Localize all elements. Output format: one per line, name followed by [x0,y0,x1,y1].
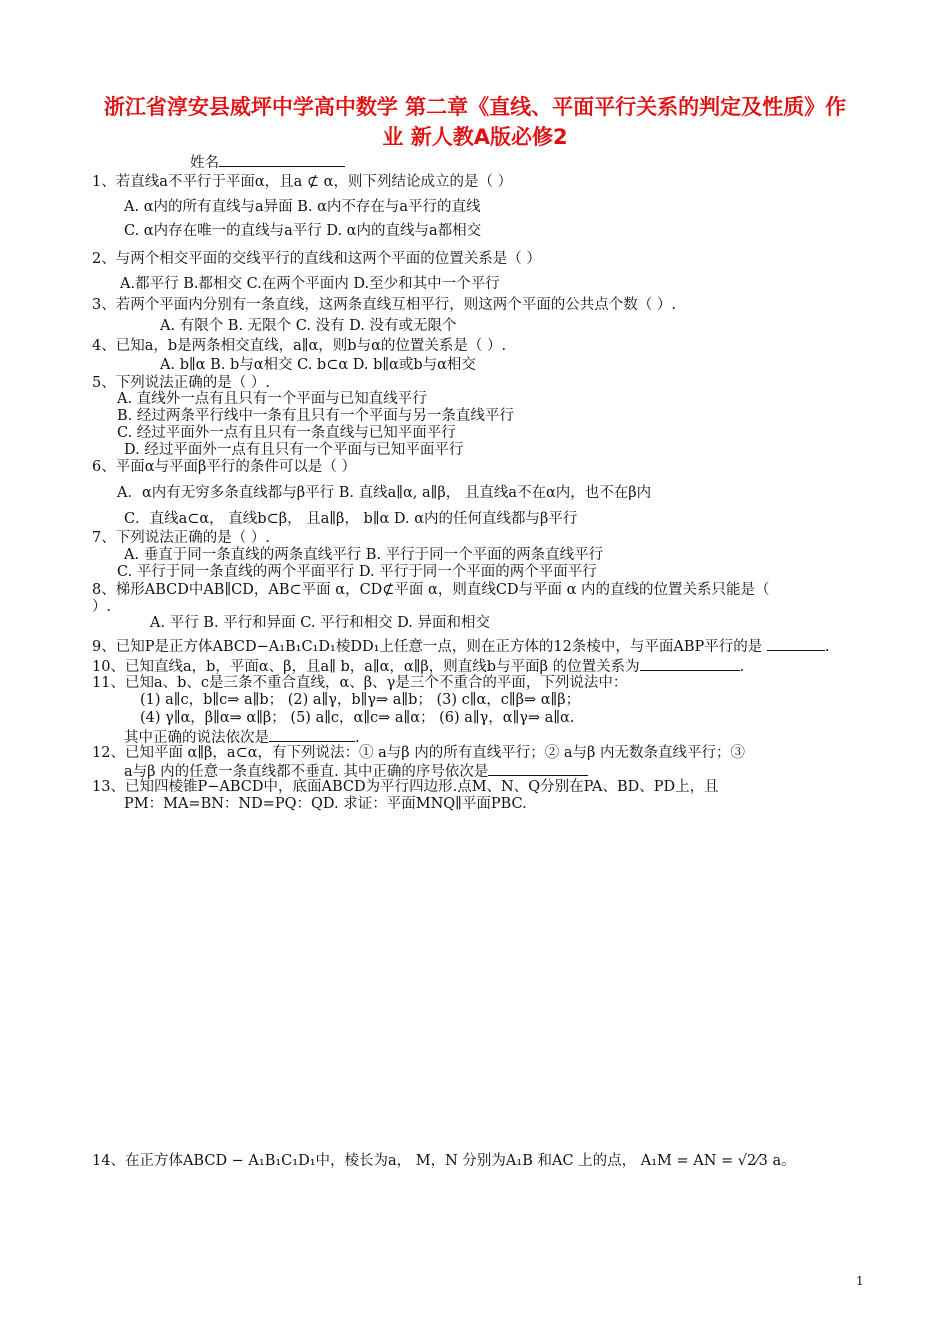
question-7-options-cd: C. 平行于同一条直线的两个平面平行 D. 平行于同一个平面的两个平面平行 [117,564,597,580]
question-5-option-c: C. 经过平面外一点有且只有一条直线与已知平面平行 [117,425,456,441]
question-9: 9、已知P是正方体ABCD−A₁B₁C₁D₁棱DD₁上任意一点，则在正方体的12条棱中，与平面ABP平行的是 . [92,636,829,656]
question-2: 2、与两个相交平面的交线平行的直线和这两个平面的位置关系是（ ） [92,251,541,267]
question-8-options: A. 平行 B. 平行和异面 C. 平行和相交 D. 异面和相交 [150,615,491,631]
question-12-blank [488,761,588,776]
question-6-options-ab: A．α内有无穷多条直线都与β平行 B. 直线a∥α, a∥β， 且直线a不在α内，也不在β内 [117,485,652,501]
question-13: 13、已知四棱锥P−ABCD中，底面ABCD为平行四边形.点M、N、Q分别在PA、BD、PD上，且 [92,779,719,795]
question-5-option-b: B. 经过两条平行线中一条有且只有一个平面与另一条直线平行 [117,408,514,424]
question-7: 7、下列说法正确的是（ ）. [92,530,270,546]
question-1-options-cd: C. α内存在唯一的直线与a平行 D. α内的直线与a都相交 [124,223,482,239]
question-5-option-d: D. 经过平面外一点有且只有一个平面与已知平面平行 [124,442,464,458]
question-11-answer-text: 其中正确的说法依次是 [124,730,269,746]
doc-title-line2: 业 新人教A版必修2 [382,125,568,149]
question-12-continued-text: a与β 内的任意一条直线都不垂直. 其中正确的序号依次是 [124,764,489,780]
question-11-answer: 其中正确的说法依次是 . [124,727,360,747]
question-1: 1、若直线a不平行于平面α，且a ⊄ α，则下列结论成立的是（ ） [92,174,513,190]
question-11: 11、已知a、b、c是三条不重合直线，α、β、γ是三个不重合的平面，下列说法中： [92,675,628,691]
question-7-options-ab: A. 垂直于同一条直线的两条直线平行 B. 平行于同一个平面的两条直线平行 [124,547,604,563]
question-12: 12、已知平面 α∥β，a⊂α，有下列说法：① a与β 内的所有直线平行；② a与β 内无数条直线平行；③ [92,745,746,761]
question-14: 14、在正方体ABCD − A₁B₁C₁D₁中，棱长为a， M，N 分别为A₁B 和AC 上的点， A₁M = AN = √2⁄3 a。 [92,1153,796,1169]
question-10-text: 10、已知直线a，b，平面α、β，且a∥ b，a∥α，α∥β，则直线b与平面β 的位置关系为 [92,659,640,675]
question-13-continued: PM：MA=BN：ND=PQ：QD. 求证：平面MNQ∥平面PBC. [124,796,527,812]
question-1-options-ab: A. α内的所有直线与a异面 B. α内不存在与a平行的直线 [124,199,481,215]
question-9-text: 9、已知P是正方体ABCD−A₁B₁C₁D₁棱DD₁上任意一点，则在正方体的12条棱中，与平面ABP平行的是 [92,639,763,655]
question-8-continued: ）. [92,599,112,615]
question-3-options: A. 有限个 B. 无限个 C. 没有 D. 没有或无限个 [160,318,457,334]
question-11-row-2: (4) γ∥α，β∥α⇒ α∥β； (5) a∥c，α∥c⇒ a∥α； (6) a∥γ，α∥γ⇒ a∥α. [140,710,575,726]
question-8: 8、梯形ABCD中AB∥CD，AB⊂平面 α，CD⊄平面 α，则直线CD与平面 α 内的直线的位置关系只能是（ [92,582,770,598]
question-11-blank [269,727,355,742]
question-2-options: A.都平行 B.都相交 C.在两个平面内 D.至少和其中一个平行 [120,276,500,292]
question-5: 5、下列说法正确的是（ ）. [92,375,270,391]
name-label: 姓名 [190,155,219,171]
question-6: 6、平面α与平面β平行的条件可以是（ ） [92,459,357,475]
name-blank [219,152,345,167]
question-4-options: A. b∥α B. b与α相交 C. b⊂α D. b∥α或b与α相交 [160,357,476,373]
question-3: 3、若两个平面内分别有一条直线，这两条直线互相平行，则这两个平面的公共点个数（ ）. [92,297,676,313]
question-4: 4、已知a，b是两条相交直线，a∥α，则b与α的位置关系是（ ）. [92,338,507,354]
name-field-row [190,152,345,172]
question-10: 10、已知直线a，b，平面α、β，且a∥ b，a∥α，α∥β，则直线b与平面β 的位置关系为 . [92,656,744,676]
page-number: 1 [856,1274,864,1288]
question-9-blank [767,636,825,651]
question-5-option-a: A. 直线外一点有且只有一个平面与已知直线平行 [117,391,427,407]
question-6-options-cd: C．直线a⊂α， 直线b⊂β， 且a∥β， b∥α D. α内的任何直线都与β平行 [124,511,578,527]
question-10-blank [640,656,740,671]
doc-title-line1: 浙江省淳安县威坪中学高中数学 第二章《直线、平面平行关系的判定及性质》作 [103,95,847,119]
question-11-row-1: (1) a∥c，b∥c⇒ a∥b； (2) a∥γ，b∥γ⇒ a∥b； (3) c∥α，c∥β⇒ α∥β； [140,692,581,708]
